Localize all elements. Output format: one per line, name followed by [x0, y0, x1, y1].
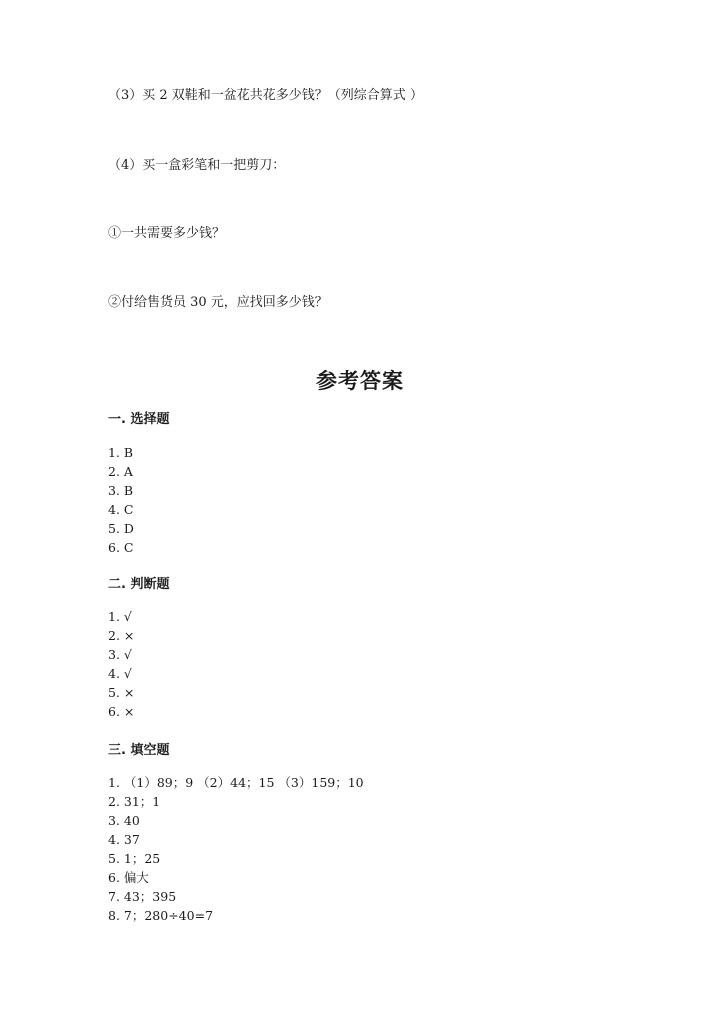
- fill-blank-answers-list: [108, 773, 364, 925]
- judgment-answers-list: [108, 607, 134, 721]
- section-heading-judgment: 二. 判断题: [108, 577, 170, 592]
- answer-item: 6. 偏大: [108, 870, 149, 885]
- answer-item: 8. 7；280÷40=7: [108, 908, 214, 923]
- answer-item: 1. √: [108, 609, 132, 624]
- answer-item: 3. √: [108, 647, 132, 662]
- answer-item: 4. √: [108, 666, 132, 681]
- answer-item: 4. 37: [108, 832, 140, 847]
- question-4-part-1: ①一共需要多少钱？: [108, 226, 226, 241]
- answer-item: 3. B: [108, 483, 134, 498]
- answer-item: 1. （1）89；9 （2）44；15 （3）159；10: [108, 775, 364, 790]
- answer-key-title: 参考答案: [316, 369, 404, 393]
- answer-item: 5. D: [108, 521, 134, 536]
- question-4-part-2: ②付给售货员 30 元，应找回多少钱？: [108, 295, 328, 310]
- answer-item: 2. A: [108, 464, 133, 479]
- answer-item: 6. C: [108, 540, 134, 555]
- answer-item: 4. C: [108, 502, 134, 517]
- answer-item: 2. ×: [108, 628, 135, 643]
- answer-item: 2. 31；1: [108, 794, 161, 809]
- answer-item: 6. ×: [108, 704, 135, 719]
- answer-item: 5. 1；25: [108, 851, 161, 866]
- choice-answers-list: [108, 443, 134, 557]
- answer-item: 1. B: [108, 445, 134, 460]
- answer-item: 5. ×: [108, 685, 135, 700]
- answer-item: 7. 43；395: [108, 889, 177, 904]
- answer-item: 3. 40: [108, 813, 140, 828]
- section-heading-choice: 一. 选择题: [108, 412, 170, 427]
- section-heading-fill-blank: 三. 填空题: [108, 743, 170, 758]
- question-4: （4）买一盒彩笔和一把剪刀：: [108, 158, 286, 173]
- question-3: （3）买 2 双鞋和一盆花共花多少钱？（列综合算式 ）: [108, 88, 423, 103]
